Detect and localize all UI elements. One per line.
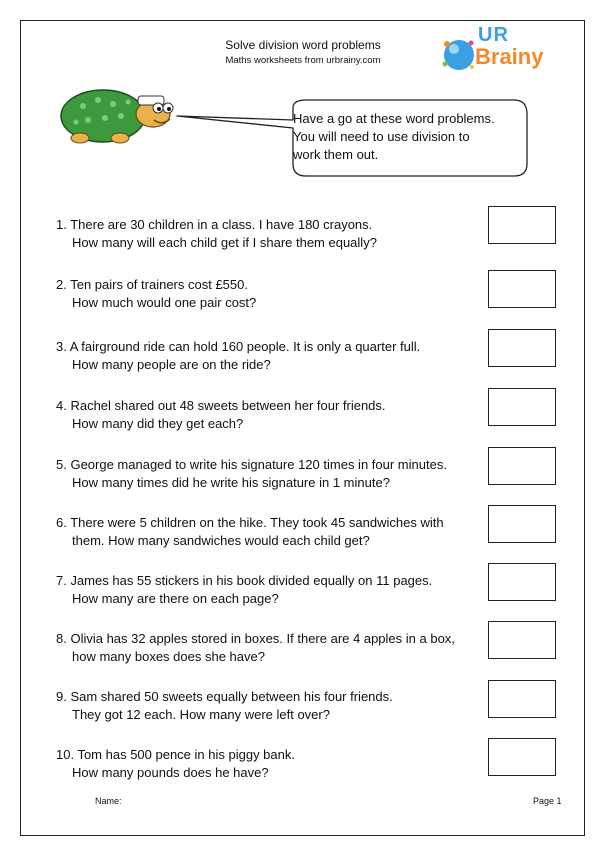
question-9 xyxy=(56,688,476,724)
question-text: 2. Ten pairs of trainers cost £550. xyxy=(56,277,248,292)
question-4 xyxy=(56,397,476,433)
question-text: 8. Olivia has 32 apples stored in boxes. If there are 4 apples in a box, xyxy=(56,631,455,646)
answer-box-9[interactable] xyxy=(488,680,556,718)
question-text: how many boxes does she have? xyxy=(72,649,265,664)
question-5 xyxy=(56,456,476,492)
answer-box-8[interactable] xyxy=(488,621,556,659)
question-3 xyxy=(56,338,476,374)
question-text: How much would one pair cost? xyxy=(72,295,257,310)
answer-box-7[interactable] xyxy=(488,563,556,601)
question-text: 6. There were 5 children on the hike. They took 45 sandwiches with xyxy=(56,515,444,530)
turtle-mascot-icon xyxy=(58,82,178,146)
question-text: 4. Rachel shared out 48 sweets between her four friends. xyxy=(56,398,386,413)
question-text: How many times did he write his signature in 1 minute? xyxy=(72,475,390,490)
page-number: Page 1 xyxy=(533,796,562,806)
answer-box-1[interactable] xyxy=(488,206,556,244)
answer-box-5[interactable] xyxy=(488,447,556,485)
question-text: How many are there on each page? xyxy=(72,591,279,606)
question-7 xyxy=(56,572,476,608)
worksheet-subtitle: Maths worksheets from urbrainy.com xyxy=(225,55,381,66)
question-text: They got 12 each. How many were left over? xyxy=(72,707,330,722)
question-text: How many people are on the ride? xyxy=(72,357,271,372)
answer-box-3[interactable] xyxy=(488,329,556,367)
question-6 xyxy=(56,514,476,550)
answer-box-10[interactable] xyxy=(488,738,556,776)
speech-bubble-text xyxy=(293,110,523,164)
speech-line-1: Have a go at these word problems. xyxy=(293,111,495,126)
logo-text-brainy: Brainy xyxy=(475,44,544,69)
question-text: 3. A fairground ride can hold 160 people. It is only a quarter full. xyxy=(56,339,421,354)
question-8 xyxy=(56,630,476,666)
answer-box-4[interactable] xyxy=(488,388,556,426)
question-text: 1. There are 30 children in a class. I have 180 crayons. xyxy=(56,217,373,232)
question-text: 9. Sam shared 50 sweets equally between his four friends. xyxy=(56,689,393,704)
answer-box-6[interactable] xyxy=(488,505,556,543)
worksheet-title: Solve division word problems xyxy=(225,38,381,52)
answer-box-2[interactable] xyxy=(488,270,556,308)
question-text: How many will each child get if I share them equally? xyxy=(72,235,377,250)
question-text: 7. James has 55 stickers in his book divided equally on 11 pages. xyxy=(56,573,433,588)
name-label: Name: xyxy=(95,796,122,806)
brain-ball-icon xyxy=(442,38,476,72)
question-10 xyxy=(56,746,476,782)
speech-line-2: You will need to use division to xyxy=(293,129,470,144)
question-text: How many did they get each? xyxy=(72,416,244,431)
question-text: 10. Tom has 500 pence in his piggy bank. xyxy=(56,747,295,762)
question-2 xyxy=(56,276,476,312)
logo-text-ur: UR xyxy=(478,24,509,46)
question-text: 5. George managed to write his signature 120 times in four minutes. xyxy=(56,457,447,472)
urbrainy-logo xyxy=(430,26,550,76)
speech-line-3: work them out. xyxy=(293,147,379,162)
question-text: them. How many sandwiches would each child get? xyxy=(72,533,370,548)
question-text: How many pounds does he have? xyxy=(72,765,269,780)
question-1 xyxy=(56,216,476,252)
